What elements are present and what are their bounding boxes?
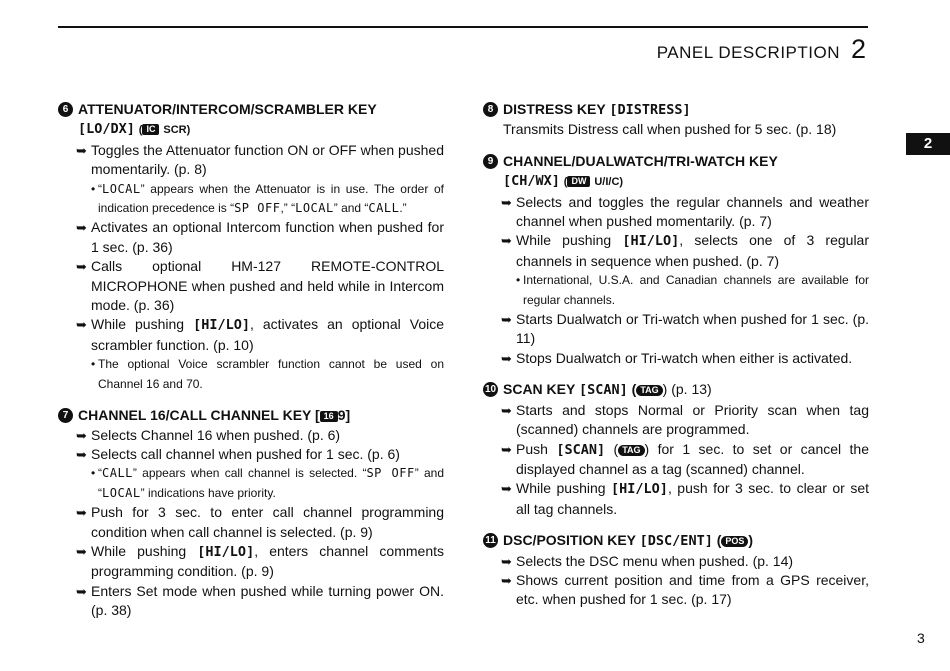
arrow-icon: ➥ <box>76 583 87 599</box>
arrow-icon: ➥ <box>501 441 512 457</box>
dw-badge: DW <box>567 176 590 187</box>
list-item: ➥ While pushing [HI/LO], selects one of 3 regular channels in sequence when pushed. (p. 7) <box>501 232 870 269</box>
list-item: ➥ Starts Dualwatch or Tri-watch when pushed for 1 sec. (p. 11) <box>501 311 869 347</box>
section-10-title: 10 SCAN KEY [SCAN] ( TAG ) (p. 13) <box>484 381 712 399</box>
section-11-number: 11 <box>483 533 498 548</box>
arrow-icon: ➥ <box>76 317 87 333</box>
list-item: ➥ Push for 3 sec. to enter call channel programming condition when call channel is selected. (p. 9) <box>76 504 444 540</box>
list-item: ➥ While pushing [HI/LO], push for 3 sec. to clear or set all tag channels. <box>501 480 870 517</box>
arrow-icon: ➥ <box>76 446 87 462</box>
section-6-keyline: [LO/DX] ( IC SCR) <box>78 121 191 138</box>
list-item: ➥ Calls optional HM-127 REMOTE-CONTROL MICROPHONE when pushed and held while in Intercom mode. (p. 36) <box>76 258 444 314</box>
arrow-icon: ➥ <box>501 350 512 366</box>
pos-badge: POS <box>721 536 748 547</box>
section-9-number: 9 <box>483 154 498 169</box>
arrow-icon: ➥ <box>501 481 512 497</box>
ic-badge: IC <box>142 124 159 135</box>
arrow-icon: ➥ <box>501 402 512 418</box>
list-item: ➥ Push [SCAN] ( TAG ) for 1 sec. to set or cancel the displayed channel as a tag (scanned) channel. <box>501 440 869 477</box>
arrow-icon: ➥ <box>501 194 512 210</box>
list-item: ➥ While pushing [HI/LO], enters channel comments programming condition. (p. 9) <box>76 542 444 580</box>
note-item: • “LOCAL” appears when the Attenuator is in use. The order of indication precedence is “SP OFF,” “LOCAL” and “CALL.” <box>91 181 444 216</box>
note-item: • International, U.S.A. and Canadian channels are available for regular channels. <box>516 273 869 307</box>
arrow-icon: ➥ <box>501 312 512 328</box>
arrow-icon: ➥ <box>76 505 87 521</box>
list-item: ➥ Shows current position and time from a GPS receiver, etc. when pushed for 1 sec. (p. 17) <box>501 571 869 608</box>
arrow-icon: ➥ <box>76 543 87 559</box>
section-11-title: 11 DSC/POSITION KEY [DSC/ENT] ( POS ) <box>483 531 869 551</box>
section-6-title: 6 ATTENUATOR/INTERCOM/SCRAMBLER KEY <box>58 100 444 119</box>
section-8-title: 8 DISTRESS KEY [DISTRESS] <box>483 100 869 120</box>
list-item: ➥ Selects Channel 16 when pushed. (p. 6) <box>58 426 444 445</box>
arrow-icon: ➥ <box>76 142 87 158</box>
note-item: • “CALL” appears when call channel is selected. “SP OFF” and “LOCAL” indications have priority. <box>91 466 444 500</box>
arrow-icon: ➥ <box>76 427 87 443</box>
list-item: ➥ Activates an optional Intercom function when pushed for 1 sec. (p. 36) <box>76 219 444 255</box>
list-item: ➥ Enters Set mode when pushed while turning power ON. (p. 38) <box>76 582 444 619</box>
arrow-icon: ➥ <box>76 259 87 275</box>
list-item: ➥ Stops Dualwatch or Tri-watch when either is activated. <box>483 349 869 368</box>
section-10-number: 10 <box>484 384 497 396</box>
right-column <box>483 100 869 610</box>
section-6-number: 6 <box>58 102 73 117</box>
arrow-icon: ➥ <box>501 553 512 569</box>
section-9-title: 9 CHANNEL/DUALWATCH/TRI-WATCH KEY <box>483 152 869 171</box>
arrow-icon: ➥ <box>501 572 512 588</box>
chapter-number: 2 <box>850 34 866 64</box>
section-9-keyline: [CH/WX] ( DW U/I/C) <box>503 173 624 190</box>
tag-badge: TAG <box>636 385 662 396</box>
left-column <box>58 100 444 621</box>
note-item: • The optional Voice scrambler function cannot be used on Channel 16 and 70. <box>91 357 444 391</box>
ch16-badge: 16 <box>320 411 338 422</box>
chapter-tab: 2 <box>906 133 950 155</box>
list-item: ➥ Selects the DSC menu when pushed. (p. 14) <box>483 552 869 571</box>
section-8-number: 8 <box>483 102 498 117</box>
list-item: ➥ Toggles the Attenuator function ON or OFF when pushed momentarily. (p. 8) <box>76 141 444 178</box>
section-7-title: 7 CHANNEL 16/CALL CHANNEL KEY [ 16 9] <box>58 406 444 425</box>
header-title: PANEL DESCRIPTION <box>656 43 840 62</box>
list-item: ➥ Selects and toggles the regular channels and weather channel when pushed momentarily. (p. 7) <box>501 193 869 230</box>
tag-badge: TAG <box>618 445 644 456</box>
header-rule <box>58 26 868 28</box>
section-8-description: Transmits Distress call when pushed for 5 sec. (p. 18) <box>503 121 837 138</box>
arrow-icon: ➥ <box>76 220 87 236</box>
list-item: ➥ While pushing [HI/LO], activates an optional Voice scrambler function. (p. 10) <box>76 316 444 353</box>
arrow-icon: ➥ <box>501 233 512 249</box>
list-item: ➥ Selects call channel when pushed for 1 sec. (p. 6) <box>58 445 444 464</box>
section-7-number: 7 <box>58 408 73 423</box>
page-number: 3 <box>917 630 925 646</box>
list-item: ➥ Starts and stops Normal or Priority scan when tag (scanned) channels are programmed. <box>501 401 869 438</box>
